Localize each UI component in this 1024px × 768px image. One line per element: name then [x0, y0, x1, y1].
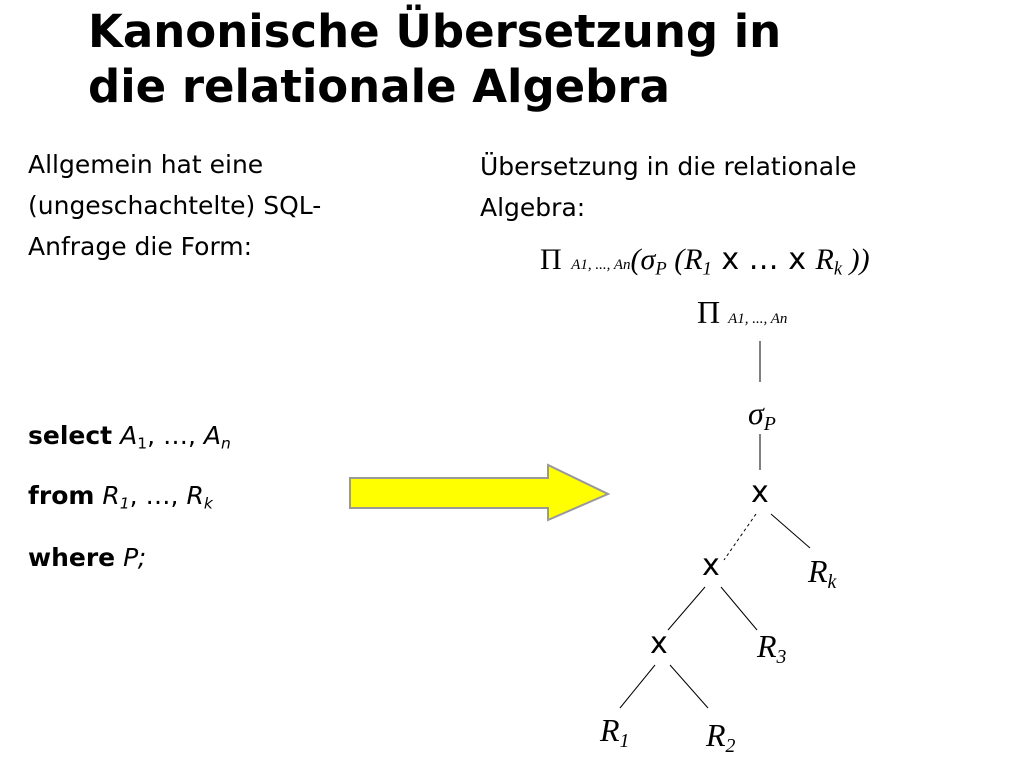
tree-node-r3 — [757, 628, 787, 668]
tree-node-cross-low: x — [650, 626, 668, 661]
formula-cross-1: x — [711, 242, 749, 277]
sql-from-keyword: from — [28, 481, 95, 510]
left-description-line-2: (ungeschachtelte) SQL- — [28, 191, 322, 220]
tree-node-cross-top: x — [751, 475, 769, 510]
right-description-line-2: Algebra: — [480, 193, 586, 222]
left-description-line-1: Allgemein hat eine — [28, 150, 264, 179]
tree-edge-cross-r3 — [721, 587, 757, 630]
formula-sigma-symbol: σ — [640, 243, 656, 276]
left-description-line-3: Anfrage die Form: — [28, 232, 253, 261]
tree-edge-cross-r1 — [620, 665, 655, 708]
formula-sigma-subscript: P — [655, 258, 667, 280]
formula-rel-last: R — [815, 243, 834, 276]
sql-select-attr-first: A — [120, 421, 138, 450]
sql-select-attr-last-sub: n — [220, 434, 231, 453]
tree-r1-subscript: 1 — [619, 729, 630, 752]
formula-rel-first: R — [684, 243, 703, 276]
sql-select-keyword: select — [28, 421, 113, 450]
tree-edge-cross-lower — [668, 587, 705, 630]
formula-inner-paren: ( — [666, 243, 685, 276]
right-description-line-1: Übersetzung in die relationale — [480, 152, 857, 181]
sql-select-attr-last: A — [203, 421, 221, 450]
sql-select-ellipsis: , …, — [147, 421, 204, 450]
formula-open-paren: ( — [630, 243, 641, 276]
formula-rel-first-sub: 1 — [702, 258, 712, 280]
tree-pi-subscript: A1, ..., An — [728, 311, 788, 327]
tree-rk-letter: R — [808, 553, 828, 589]
formula-cross-2: x — [788, 242, 816, 277]
sql-from-rel-last: R — [186, 481, 204, 510]
translation-arrow-icon — [350, 465, 608, 520]
tree-r2-subscript: 2 — [725, 734, 736, 757]
formula-ellipsis: … — [748, 242, 789, 277]
formula-pi-subscript: A1, ..., An — [571, 257, 631, 273]
tree-r3-letter: R — [757, 628, 777, 664]
formula-rel-last-sub: k — [833, 258, 843, 280]
sql-from-rel-last-sub: k — [203, 494, 213, 513]
tree-r3-subscript: 3 — [776, 645, 787, 668]
sql-from-ellipsis: , …, — [129, 481, 187, 510]
tree-node-cross-mid: x — [702, 548, 720, 583]
tree-rk-subscript: k — [827, 570, 837, 593]
formula-pi-symbol: Π — [540, 243, 562, 276]
tree-edge-cross-r2 — [670, 665, 708, 708]
tree-r1-letter: R — [600, 712, 620, 748]
sql-select-attr-first-sub: 1 — [137, 434, 148, 453]
tree-edge-cross-dotted — [724, 514, 756, 560]
slide-title-line-1: Kanonische Übersetzung in — [88, 5, 782, 58]
slide-title-line-2: die relationale Algebra — [88, 60, 670, 113]
tree-r2-letter: R — [706, 717, 726, 753]
tree-sigma-symbol: σ — [748, 395, 764, 431]
tree-node-r2 — [706, 717, 736, 757]
sql-where-keyword: where — [28, 543, 116, 572]
tree-pi-symbol: Π — [697, 294, 721, 330]
tree-node-selection — [748, 395, 776, 435]
tree-node-rk — [808, 553, 837, 593]
formula-close-parens: )) — [842, 243, 870, 276]
tree-edge-cross-rk — [771, 514, 810, 548]
tree-sigma-subscript: P — [763, 412, 776, 435]
sql-from-rel-first-sub: 1 — [119, 494, 130, 513]
sql-from-rel-first: R — [102, 481, 120, 510]
tree-node-projection — [697, 294, 787, 331]
tree-node-r1 — [600, 712, 630, 752]
sql-where-predicate: P; — [123, 543, 147, 572]
